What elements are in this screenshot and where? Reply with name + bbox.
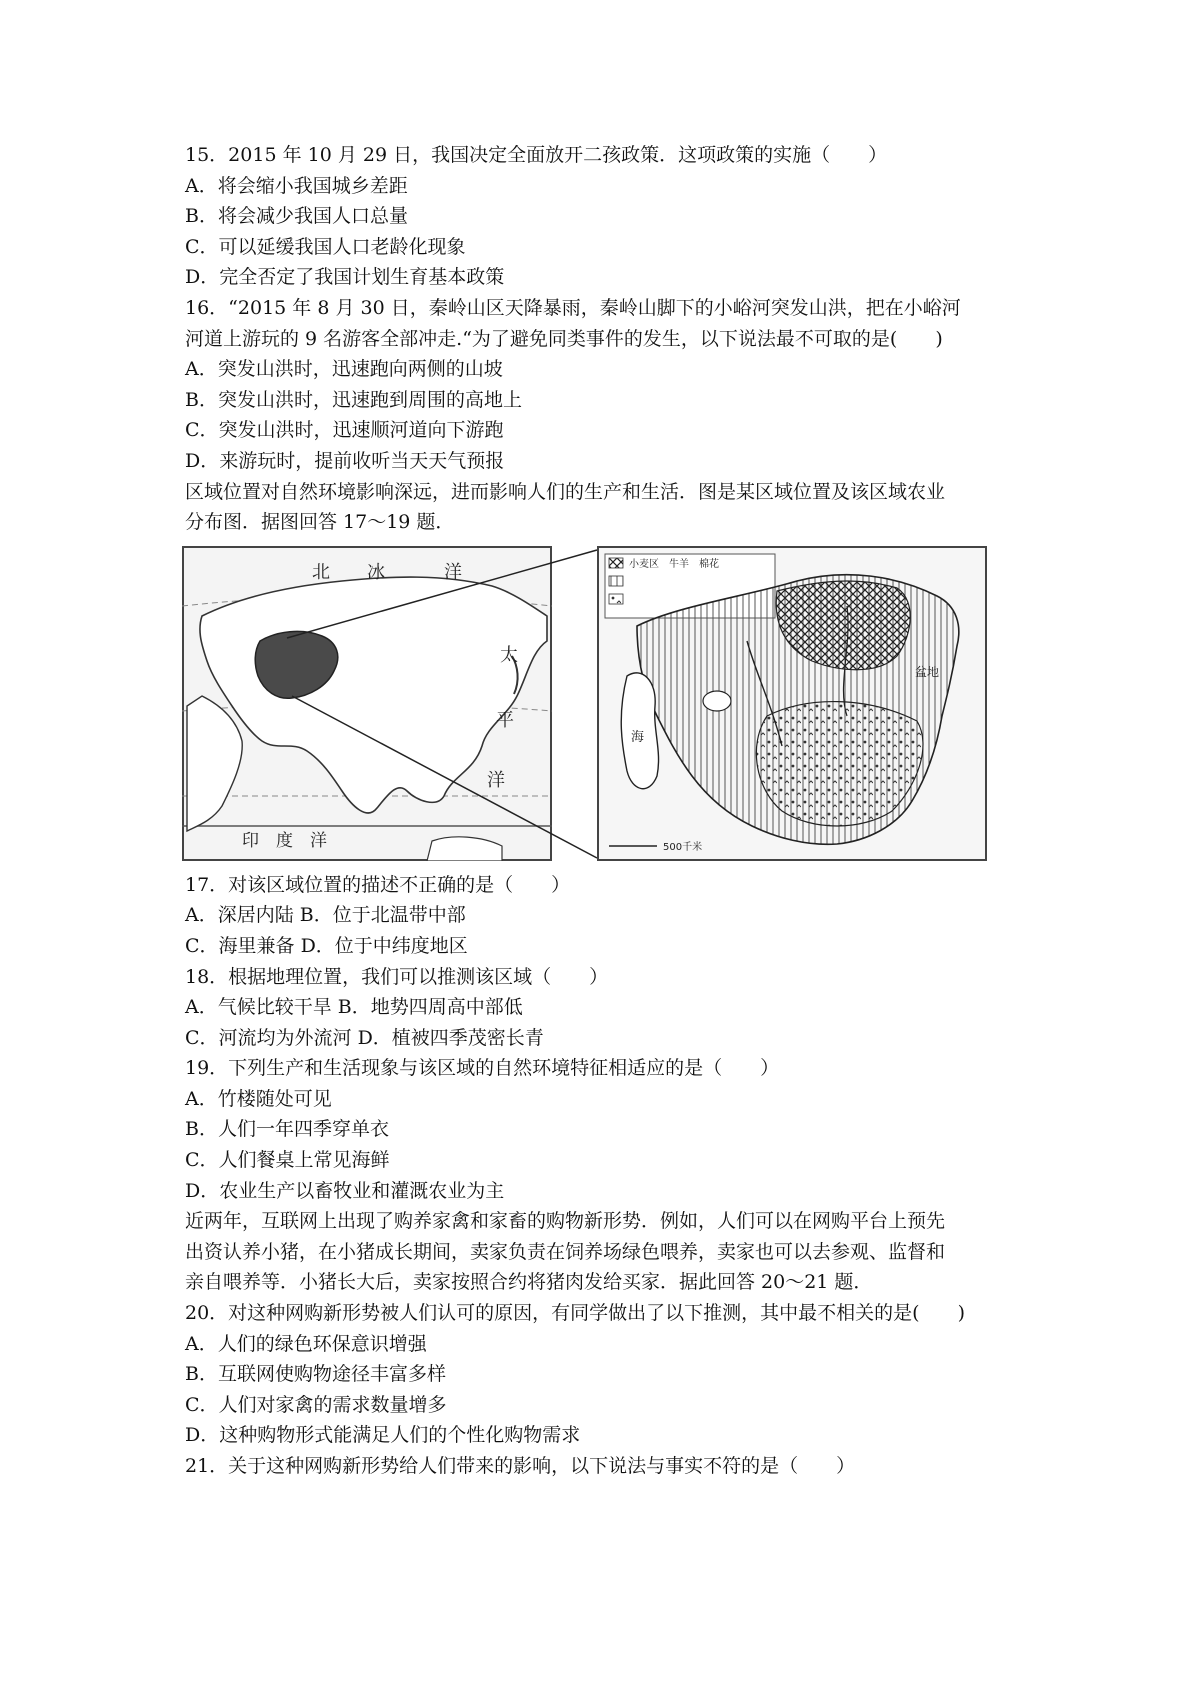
label-arctic-1: 北 bbox=[312, 561, 330, 583]
legend-top: 小麦区 牛羊 棉花 bbox=[629, 558, 719, 570]
question-stem: 19．下列生产和生活现象与该区域的自然环境特征相适应的是（ ） bbox=[185, 1057, 780, 1080]
label-pacific-2: 平 bbox=[496, 709, 514, 731]
question-18 bbox=[185, 962, 1035, 1054]
intro-line-3: 亲自喂养等．小猪长大后，卖家按照合约将猪肉发给买家．据此回答 20～21 题． bbox=[185, 1271, 873, 1294]
question-16 bbox=[185, 293, 1035, 477]
label-arctic-2: 冰 bbox=[367, 561, 385, 583]
option-c: C．突发山洪时，迅速顺河道向下游跑 bbox=[185, 419, 504, 442]
exam-page bbox=[185, 140, 1035, 1482]
label-arctic-3: 洋 bbox=[444, 561, 462, 583]
question-stem: 20．对这种网购新形势被人们认可的原因，有同学做出了以下推测，其中最不相关的是( ) bbox=[185, 1302, 966, 1325]
question-stem-line-2: 河道上游玩的 9 名游客全部冲走.“为了避免同类事件的发生，以下说法最不可取的是( ) bbox=[185, 327, 943, 350]
option-c: C．人们对家禽的需求数量增多 bbox=[185, 1393, 447, 1416]
intro-20-21 bbox=[185, 1206, 1035, 1298]
intro-line-1: 近两年，互联网上出现了购养家禽和家畜的购物新形势．例如，人们可以在网购平台上预先 bbox=[185, 1210, 946, 1233]
label-sea: 海 bbox=[631, 729, 645, 745]
label-scale: 500千米 bbox=[663, 841, 703, 853]
option-b: B．互联网使购物途径丰富多样 bbox=[185, 1363, 446, 1386]
question-stem: 18．根据地理位置，我们可以推测该区域（ ） bbox=[185, 965, 609, 988]
option-b: B．将会减少我国人口总量 bbox=[185, 205, 408, 228]
region-figure bbox=[182, 546, 1035, 864]
question-20 bbox=[185, 1298, 1035, 1451]
option-d: D．来游玩时，提前收听当天天气预报 bbox=[185, 449, 505, 472]
option-a: A．人们的绿色环保意识增强 bbox=[185, 1332, 427, 1355]
option-a: A．竹楼随处可见 bbox=[185, 1087, 332, 1110]
option-c: C．人们餐桌上常见海鲜 bbox=[185, 1149, 390, 1172]
label-basin: 盆地 bbox=[915, 664, 940, 679]
question-stem: 15．2015 年 10 月 29 日，我国决定全面放开二孩政策．这项政策的实施（ ） bbox=[185, 144, 888, 166]
options-line-1: A．深居内陆 B．位于北温带中部 bbox=[185, 904, 466, 927]
question-15 bbox=[185, 140, 1035, 293]
intro-line-1: 区域位置对自然环境影响深远，进而影响人们的生产和生活．图是某区域位置及该区域农业 bbox=[185, 480, 946, 503]
intro-line-2: 出资认养小猪，在小猪成长期间，卖家负责在饲养场绿色喂养，卖家也可以去参观、监督和 bbox=[185, 1240, 946, 1263]
intro-line-2: 分布图．据图回答 17～19 题． bbox=[185, 511, 455, 534]
label-pacific-3: 洋 bbox=[487, 769, 505, 791]
agriculture-map bbox=[597, 546, 987, 861]
options-line-2: C．海里兼备 D．位于中纬度地区 bbox=[185, 934, 468, 957]
option-d: D．完全否定了我国计划生育基本政策 bbox=[185, 266, 505, 289]
option-d: D．这种购物形式能满足人们的个性化购物需求 bbox=[185, 1424, 581, 1447]
option-d: D．农业生产以畜牧业和灌溉农业为主 bbox=[185, 1179, 505, 1202]
option-c: C．可以延缓我国人口老龄化现象 bbox=[185, 235, 466, 258]
option-a: A．突发山洪时，迅速跑向两侧的山坡 bbox=[185, 358, 503, 381]
question-stem-line-1: 16．“2015 年 8 月 30 日，秦岭山区天降暴雨，秦岭山脚下的小峪河突发山洪，把在小峪河 bbox=[185, 296, 961, 319]
label-pacific-1: 太 bbox=[500, 644, 518, 666]
question-stem: 21．关于这种网购新形势给人们带来的影响，以下说法与事实不符的是（ ） bbox=[185, 1455, 856, 1477]
options-line-2: C．河流均为外流河 D．植被四季茂密长青 bbox=[185, 1026, 544, 1049]
intro-17-19 bbox=[185, 477, 1035, 538]
question-21 bbox=[185, 1451, 1035, 1482]
option-b: B．突发山洪时，迅速跑到周围的高地上 bbox=[185, 388, 522, 411]
option-a: A．将会缩小我国城乡差距 bbox=[185, 174, 408, 197]
question-19 bbox=[185, 1053, 1035, 1206]
question-stem: 17．对该区域位置的描述不正确的是（ ） bbox=[185, 873, 571, 896]
label-indian-ocean: 印 度 洋 bbox=[242, 830, 327, 851]
option-b: B．人们一年四季穿单衣 bbox=[185, 1118, 389, 1141]
question-17 bbox=[185, 870, 1035, 962]
options-line-1: A．气候比较干旱 B．地势四周高中部低 bbox=[185, 996, 523, 1019]
